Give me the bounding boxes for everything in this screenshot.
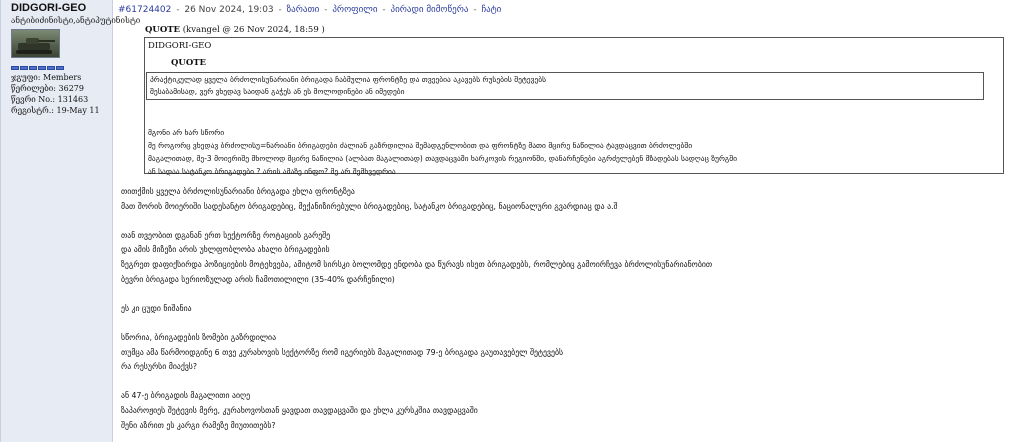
body-paragraph [121,185,1024,214]
inner-quote-label: QUOTE [171,57,207,68]
user-avatar[interactable] [11,29,60,58]
rank-pip [20,66,28,70]
user-registration-date: რეგისტრ.: 19-May 11 [11,106,100,115]
post-body [121,185,1024,433]
body-paragraph [121,389,1024,433]
separator: - [324,5,328,15]
body-line: ბევრი ბრიგადა სერიოზულად არის ჩამოთილილი (35-40% დარჩენილი) [121,274,395,284]
rank-pip [11,66,19,70]
user-group: ჯგუფი: Members [11,73,82,82]
body-line: თან თვეობით დგანან ერთ სექტორზე როტაციის გარეშე [121,230,331,240]
quote-box [144,37,1004,174]
rank-pips [11,66,112,70]
quote-attribution: (kvangel @ 26 Nov 2024, 18:59 ) [182,25,325,35]
avatar-tank-gun [38,40,55,42]
body-line: თითქმის ყველა ბრძოლისუნარიანი ბრიგადა ეხლა ფრონტზეა [121,187,355,196]
rank-pip [47,66,55,70]
body-line: თუმცა ამა წარმოიდგინე 6 თვე კურახოვის სექტორზე რომ იგერიებს მაგალითად 79-ე ბრიგადა გაუთავებელ შეტევებს [121,347,564,357]
quote-line: მაგალითად, მე-3 მოიერიშე მხოლოდ მცირე ნაწილია (ალბათ მაგალითად) თავდაცვაში ხარკოვის რეგიონში, დანარჩენები აგრძელებენ მზადებას სადღაც ზურგში [148,154,738,163]
quote-label: QUOTE [145,25,181,35]
user-info-pane [1,0,141,442]
quote-line: მე როგორც ვხედავ ბრძოლისუ=ნარიანი ბრიგადები ძალიან გაზრდილია შემადგენლობით და ფრონტზე მათი მცირე ნაწილია ტავდაცვით ბრძოლებში [148,141,693,150]
separator: - [382,5,386,15]
body-line: შენი აზრით ეს კარგი რამეზე მიუთითებს? [121,420,276,430]
body-line: სწორია, ბრიგადების ზომები გაზრდილია [121,332,277,342]
inner-quote-line: შესაბამისად, ვერ ვხედავ საიდან გაჭეს ან ეს მოლოდინები ან იმედები [150,87,405,96]
post-author-name[interactable]: DIDGORI-GEO [11,2,87,14]
body-line: ეს კი ცუდი ნიშანია [121,303,192,313]
body-line: ზეგრეთ დაფიქსირდა პოზიციების მოტეხვება, ამიტომ სირსკი ბოლომდე ენდობა და წურავს ისეთ ბრიგადებს, რომლებიც გამოირჩევა ბრძოლისუნარიანობით [121,259,713,269]
user-post-count: წერილები: 36279 [11,84,84,93]
quote-line: მგონი არ ხარ სწორი [148,128,225,137]
header-link-profile[interactable]: პროფილი [332,5,378,15]
header-link-chat[interactable]: ჩატი [481,5,502,15]
user-title: ანტიბიძინისტი,ანტიპუტინისტი [11,16,141,25]
body-line: და ამის მიზეზი არის უხლფობლობა ახალი ბრიგადების [121,245,330,255]
body-line: ზაპაროჟიეს შეტევის მერე, კურახოვოსთან ყავდათ თავდაცვაში და ეხლა კურსკშია თავდაცვაში [121,405,478,415]
avatar-tank-track [16,50,52,54]
quote-label-row [145,25,1024,35]
quote-line: ან სადაა სატანკო ბრიგადები ? არის ამაზე ინფო? მე არ შემხვედრია [148,167,396,176]
post-header [117,4,1024,19]
separator: - [278,5,282,15]
body-paragraph [121,302,1024,317]
user-member-number: წევრი No.: 131463 [11,95,89,104]
inner-quote-box [146,72,984,100]
body-line: ან 47-ე ბრიგადის მაგალითი აიღე [121,391,251,401]
avatar-tank-body [18,43,50,50]
header-link-private-message[interactable]: პირადი მიმოწერა [390,5,469,15]
separator: - [473,5,477,15]
body-line: რა რესურსი მიაქვს? [121,362,198,372]
body-paragraph [121,331,1024,375]
body-paragraph [121,229,1024,287]
quoted-author: DIDGORI-GEO [148,41,212,51]
post-id-link[interactable]: #61724402 [118,5,172,15]
rank-pip [29,66,37,70]
header-link-karma[interactable]: ზარათი [286,5,320,15]
inner-quote-line: პრაქტიკულად ყველა ბრძოლისუნარიანი ბრიგადა ჩაბმულია ფრონტზე და თვეებია აკავებს რუსების შეტევებს [150,75,547,84]
separator: - [176,5,180,15]
body-line: მათ შორის მოიერიში სადესანტო ბრიგადებიც, მექანიზირებული ბრიგადებიც, სატანკო ბრიგადებიც, ნაციონალური გვარდიაც და ა.შ [121,201,618,211]
post-content [113,0,1024,442]
rank-pip [56,66,64,70]
post-date: 26 Nov 2024, 19:03 [184,5,274,15]
quote-text [148,126,1000,178]
rank-pip [38,66,46,70]
